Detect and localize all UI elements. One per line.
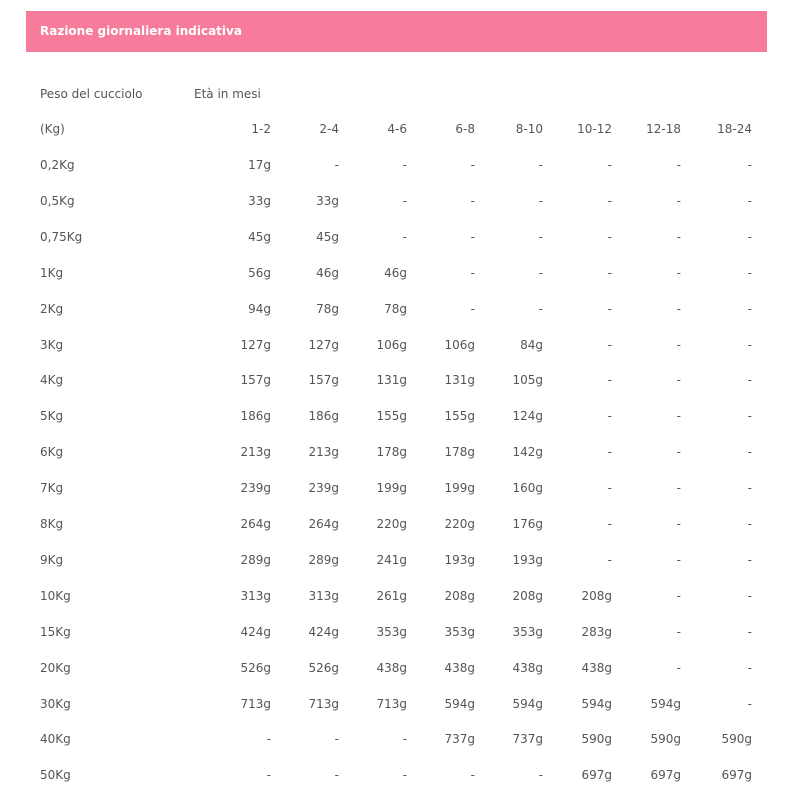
ration-value-cell: - [607,194,612,208]
ration-value-cell: 176g [512,517,543,531]
ration-value-cell: 213g [308,445,339,459]
ration-value-cell: 737g [512,732,543,746]
ration-value-cell: - [747,373,752,387]
ration-value-cell: 142g [512,445,543,459]
ration-value-cell: 46g [316,266,339,280]
ration-value-cell: 590g [581,732,612,746]
ration-value-cell: 264g [308,517,339,531]
age-column-header: 1-2 [251,122,271,136]
ration-value-cell: - [676,373,681,387]
ration-value-cell: - [266,732,271,746]
row-weight-label: 5Kg [40,409,64,423]
ration-value-cell: 594g [650,697,681,711]
ration-value-cell: 697g [581,768,612,782]
age-header: Età in mesi [194,87,261,101]
ration-value-cell: - [402,230,407,244]
age-column-header: 12-18 [646,122,681,136]
ration-value-cell: - [266,768,271,782]
row-weight-label: 6Kg [40,445,64,459]
ration-value-cell: 289g [240,553,271,567]
ration-value-cell: 239g [308,481,339,495]
ration-value-cell: 160g [512,481,543,495]
ration-value-cell: - [676,409,681,423]
ration-value-cell: - [470,266,475,280]
ration-value-cell: 424g [308,625,339,639]
ration-value-cell: - [747,230,752,244]
ration-value-cell: - [470,230,475,244]
row-weight-label: 15Kg [40,625,71,639]
ration-value-cell: 713g [240,697,271,711]
row-weight-label: 3Kg [40,338,64,352]
ration-value-cell: - [402,768,407,782]
ration-value-cell: 106g [376,338,407,352]
age-column-header: 10-12 [577,122,612,136]
ration-value-cell: - [607,302,612,316]
ration-value-cell: - [747,338,752,352]
ration-value-cell: 124g [512,409,543,423]
ration-value-cell: 155g [376,409,407,423]
ration-value-cell: - [747,553,752,567]
ration-value-cell: - [607,445,612,459]
ration-value-cell: 239g [240,481,271,495]
ration-value-cell: - [334,158,339,172]
ration-value-cell: - [676,158,681,172]
ration-value-cell: 131g [376,373,407,387]
ration-value-cell: - [470,158,475,172]
ration-value-cell: - [334,732,339,746]
ration-value-cell: 178g [376,445,407,459]
ration-value-cell: - [402,194,407,208]
age-column-header: 4-6 [387,122,407,136]
ration-value-cell: 438g [581,661,612,675]
ration-value-cell: 737g [444,732,475,746]
ration-value-cell: 56g [248,266,271,280]
ration-value-cell: 697g [650,768,681,782]
row-weight-label: 9Kg [40,553,64,567]
ration-value-cell: 241g [376,553,407,567]
ration-value-cell: 208g [581,589,612,603]
ration-value-cell: 199g [376,481,407,495]
ration-value-cell: 594g [444,697,475,711]
ration-value-cell: - [607,409,612,423]
ration-value-cell: 186g [240,409,271,423]
ration-value-cell: - [747,266,752,280]
ration-value-cell: - [676,194,681,208]
ration-value-cell: 261g [376,589,407,603]
ration-value-cell: 94g [248,302,271,316]
ration-value-cell: 131g [444,373,475,387]
ration-value-cell: 220g [376,517,407,531]
ration-value-cell: - [676,445,681,459]
ration-value-cell: 424g [240,625,271,639]
ration-value-cell: - [747,409,752,423]
ration-value-cell: 438g [376,661,407,675]
ration-value-cell: - [747,661,752,675]
ration-value-cell: - [538,194,543,208]
ration-value-cell: 157g [240,373,271,387]
ration-value-cell: - [538,266,543,280]
ration-value-cell: - [747,158,752,172]
ration-value-cell: 594g [581,697,612,711]
ration-value-cell: - [607,230,612,244]
ration-value-cell: 157g [308,373,339,387]
row-weight-label: 0,75Kg [40,230,83,244]
age-column-header: 6-8 [455,122,475,136]
ration-value-cell: - [747,589,752,603]
ration-value-cell: 105g [512,373,543,387]
ration-value-cell: 594g [512,697,543,711]
ration-value-cell: 46g [384,266,407,280]
ration-value-cell: - [747,697,752,711]
ration-value-cell: 697g [721,768,752,782]
ration-value-cell: - [676,625,681,639]
ration-value-cell: - [676,481,681,495]
ration-value-cell: 353g [444,625,475,639]
weight-header: Peso del cucciolo [40,87,143,101]
row-weight-label: 1Kg [40,266,64,280]
ration-value-cell: - [676,517,681,531]
row-weight-label: 0,2Kg [40,158,75,172]
row-weight-label: 10Kg [40,589,71,603]
ration-value-cell: - [607,481,612,495]
ration-value-cell: 78g [316,302,339,316]
ration-value-cell: 193g [512,553,543,567]
ration-value-cell: 33g [316,194,339,208]
age-column-header: 18-24 [717,122,752,136]
row-weight-label: 4Kg [40,373,64,387]
ration-value-cell: 590g [650,732,681,746]
ration-value-cell: 127g [240,338,271,352]
ration-value-cell: 283g [581,625,612,639]
ration-value-cell: - [607,517,612,531]
ration-value-cell: - [676,230,681,244]
ration-value-cell: - [607,373,612,387]
table-title: Razione giornaliera indicativa [40,24,242,38]
ration-value-cell: 353g [512,625,543,639]
unit-header: (Kg) [40,122,65,136]
ration-value-cell: 45g [316,230,339,244]
ration-value-cell: - [470,768,475,782]
ration-value-cell: - [676,661,681,675]
ration-value-cell: 106g [444,338,475,352]
ration-value-cell: 155g [444,409,475,423]
ration-value-cell: - [538,768,543,782]
ration-value-cell: 713g [376,697,407,711]
ration-value-cell: - [676,553,681,567]
age-column-header: 2-4 [319,122,339,136]
row-weight-label: 7Kg [40,481,64,495]
row-weight-label: 8Kg [40,517,64,531]
row-weight-label: 20Kg [40,661,71,675]
ration-value-cell: - [538,158,543,172]
ration-value-cell: - [747,445,752,459]
ration-value-cell: 17g [248,158,271,172]
ration-value-cell: 353g [376,625,407,639]
ration-value-cell: 199g [444,481,475,495]
ration-value-cell: 193g [444,553,475,567]
ration-value-cell: 713g [308,697,339,711]
ration-value-cell: - [676,266,681,280]
ration-value-cell: - [676,302,681,316]
ration-value-cell: 208g [444,589,475,603]
ration-value-cell: 213g [240,445,271,459]
ration-value-cell: - [747,517,752,531]
ration-value-cell: - [747,481,752,495]
ration-value-cell: 313g [240,589,271,603]
ration-value-cell: 590g [721,732,752,746]
ration-value-cell: - [334,768,339,782]
ration-value-cell: 78g [384,302,407,316]
ration-value-cell: - [538,230,543,244]
ration-value-cell: - [538,302,543,316]
ration-value-cell: - [470,194,475,208]
ration-value-cell: - [747,625,752,639]
age-column-header: 8-10 [515,122,543,136]
ration-value-cell: - [747,194,752,208]
ration-value-cell: - [402,732,407,746]
ration-value-cell: 33g [248,194,271,208]
ration-value-cell: - [676,589,681,603]
ration-value-cell: 127g [308,338,339,352]
ration-value-cell: 526g [240,661,271,675]
ration-value-cell: 264g [240,517,271,531]
ration-value-cell: - [607,338,612,352]
ration-value-cell: 178g [444,445,475,459]
ration-value-cell: - [607,266,612,280]
row-weight-label: 30Kg [40,697,71,711]
ration-value-cell: 186g [308,409,339,423]
ration-value-cell: 84g [520,338,543,352]
row-weight-label: 40Kg [40,732,71,746]
row-weight-label: 0,5Kg [40,194,75,208]
ration-value-cell: 438g [512,661,543,675]
ration-value-cell: - [402,158,407,172]
ration-value-cell: 220g [444,517,475,531]
ration-value-cell: - [470,302,475,316]
ration-value-cell: - [747,302,752,316]
ration-value-cell: - [676,338,681,352]
ration-value-cell: 313g [308,589,339,603]
ration-value-cell: 438g [444,661,475,675]
ration-value-cell: 45g [248,230,271,244]
ration-value-cell: - [607,553,612,567]
ration-value-cell: 526g [308,661,339,675]
row-weight-label: 50Kg [40,768,71,782]
ration-value-cell: 208g [512,589,543,603]
ration-value-cell: 289g [308,553,339,567]
ration-value-cell: - [607,158,612,172]
row-weight-label: 2Kg [40,302,64,316]
